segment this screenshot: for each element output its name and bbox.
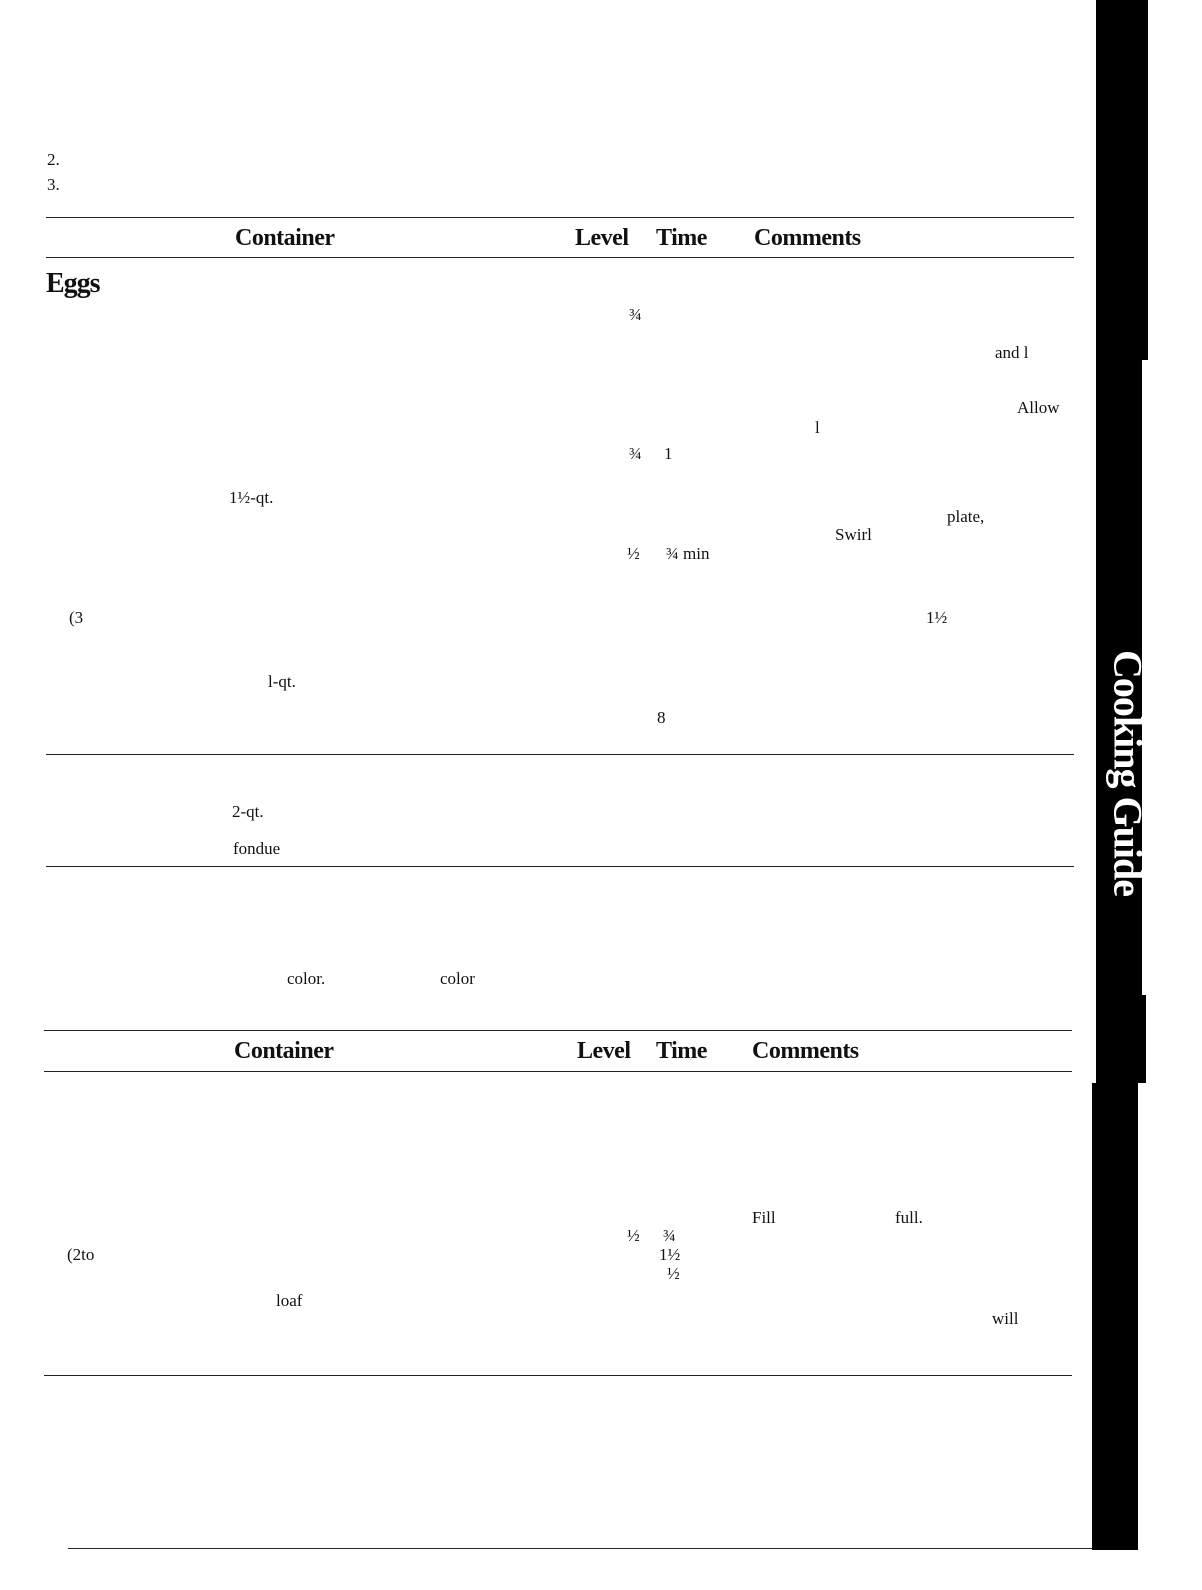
table2-top-rule xyxy=(44,1030,1072,1031)
table1-header-level: Level xyxy=(575,225,629,251)
table2-container-fragment: loaf xyxy=(276,1291,303,1310)
table2-time-value: ½ xyxy=(667,1264,680,1283)
table2-header-level: Level xyxy=(577,1038,631,1064)
table1-container-size: l-qt. xyxy=(268,672,296,691)
side-tab-label: Cooking Guide xyxy=(1105,649,1151,896)
table2-header-container: Container xyxy=(234,1038,334,1064)
table1-comment-fragment: l xyxy=(815,418,820,437)
side-tab-segment xyxy=(1096,270,1148,360)
table2-level-fraction: ½ xyxy=(627,1226,640,1245)
section-eggs: Eggs xyxy=(46,268,100,299)
table1-comment-fragment: plate, xyxy=(947,507,985,526)
table1-comment-fragment: 1½ xyxy=(926,608,948,627)
table2-header-rule xyxy=(44,1071,1072,1072)
table1-time-value: 1 xyxy=(664,444,673,463)
table1-header-rule xyxy=(46,257,1074,258)
list-number-3: 3. xyxy=(47,175,60,194)
table1-comment-fragment: and l xyxy=(995,343,1029,362)
table1-comment-fragment: Swirl xyxy=(835,525,872,544)
table1-level-fraction: ½ xyxy=(627,544,640,563)
block2-container-size: 2-qt. xyxy=(232,802,264,821)
table1-food-fragment: (3 xyxy=(69,608,84,627)
table1-comment-fragment: Allow xyxy=(1017,398,1060,417)
table1-time-value: ¾ min xyxy=(666,544,710,563)
page-footer-rule xyxy=(68,1548,1092,1549)
side-tab-segment xyxy=(1092,1083,1138,1550)
table2-header-comments: Comments xyxy=(752,1038,859,1064)
table1-top-rule xyxy=(46,217,1074,218)
side-tab-segment xyxy=(1096,0,1148,270)
table2-bottom-rule xyxy=(44,1375,1072,1376)
table2-header-time: Time xyxy=(656,1038,707,1064)
block3-fragment: color xyxy=(440,969,475,988)
table1-header-comments: Comments xyxy=(754,225,861,251)
table1-level-fraction: ¾ xyxy=(629,305,642,324)
side-tab-segment xyxy=(1096,995,1146,1083)
table1-container-size: 1½-qt. xyxy=(229,488,274,507)
table2-food-fragment: (2to xyxy=(67,1245,95,1264)
table2-time-value: ¾ xyxy=(663,1226,676,1245)
table2-comment-fragment: Fill xyxy=(752,1208,776,1227)
table1-header-container: Container xyxy=(235,225,335,251)
table2-comment-fragment: will xyxy=(992,1309,1019,1328)
block3-fragment: color. xyxy=(287,969,326,988)
table1-header-time: Time xyxy=(656,225,707,251)
table1-bottom-rule xyxy=(46,866,1074,867)
table1-row-rule xyxy=(46,754,1074,755)
block2-container-fragment: fondue xyxy=(233,839,281,858)
table2-comment-fragment: full. xyxy=(895,1208,923,1227)
table1-time-value: 8 xyxy=(657,708,666,727)
table2-time-value: 1½ xyxy=(659,1245,681,1264)
list-number-2: 2. xyxy=(47,150,60,169)
table1-level-fraction: ¾ xyxy=(629,444,642,463)
